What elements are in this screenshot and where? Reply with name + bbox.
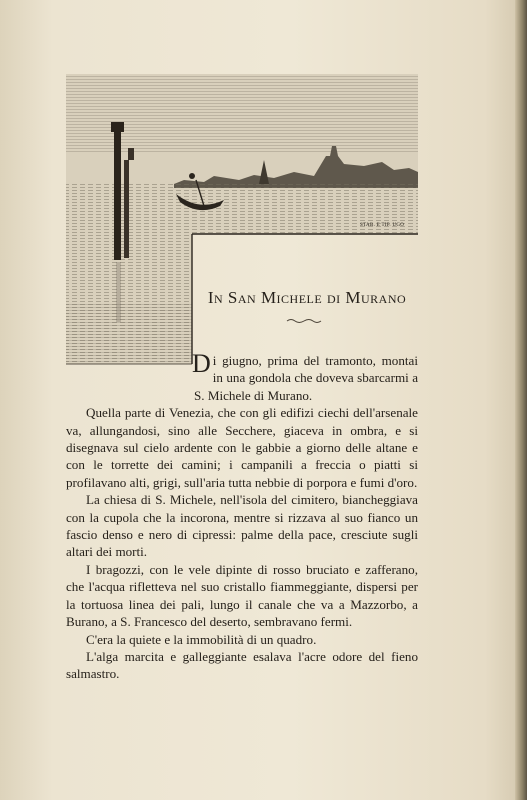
- chapter-title: In San Michele di Murano: [207, 288, 407, 307]
- paragraph-1: [66, 349, 418, 404]
- paragraph-5: C'era la quiete e la immobilità di un quadro.: [86, 631, 317, 647]
- paragraph-3: La chiesa di S. Michele, nell'isola del cimitero, biancheggiava con la cupola che la incorona, mentre si rizzava al suo fianco un fascio denso e nero di cipressi: palme della pace, cresciute sugli altari dei morti.: [66, 492, 418, 560]
- paragraph-text: i giugno, prima del tramonto, montai in una gondola che doveva sbarcarmi a S. Michele di Murano.: [194, 353, 418, 403]
- paragraph-4: I bragozzi, con le vele dipinte di rosso bruciato e zafferano, che l'acqua rifletteva nel suo cristallo fiammeggiante, dispersi per la tortuosa linea dei pali, lungo il canale che va a Mazzorbo, a Burano, a S. Francesco del deserto, sembravano fermi.: [66, 561, 418, 630]
- page-edge-shadow: [515, 0, 527, 800]
- title-ornament: [286, 317, 322, 325]
- paragraph-6: L'alga marcita e galleggiante esalava l'acre odore del fieno salmastro.: [66, 648, 418, 682]
- chapter-body: [66, 349, 418, 683]
- lagoon-engraving: [64, 72, 420, 366]
- engraver-credit: STAB. E TIP. UGO: [360, 223, 405, 228]
- drop-cap: D: [192, 349, 211, 378]
- paragraph-2: Quella parte di Venezia, che con gli edifizi ciechi dell'arsenale va, allungandosi, sino alle Secchere, giaceva in ombra, e si disegnava sul cielo ardente con le gabbie a giorno delle altane e con le torrette dei camini; i campanili a freccia o piatti si profilavano alti, grigi, sull'aria tutta nebbie di porpora e fumi d'oro.: [66, 405, 418, 490]
